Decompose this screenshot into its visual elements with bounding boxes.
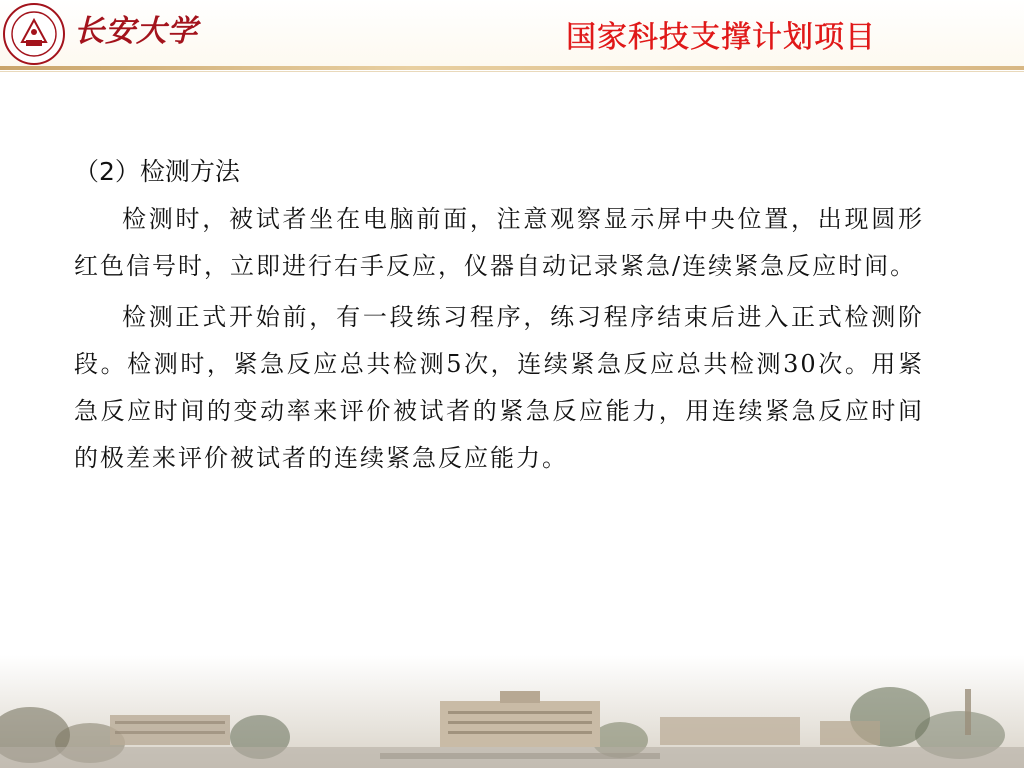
header-divider	[0, 66, 1024, 70]
body-paragraph: 检测时，被试者坐在电脑前面，注意观察显示屏中央位置，出现圆形红色信号时，立即进行右手反应，仪器自动记录紧急/连续紧急反应时间。	[74, 205, 924, 280]
campus-panorama-footer	[0, 655, 1024, 768]
slide-content	[74, 152, 924, 486]
university-seal-logo	[2, 2, 66, 66]
section-heading: （2）检测方法	[74, 157, 240, 186]
header-divider-thin	[0, 71, 1024, 72]
slide-header	[0, 0, 1024, 66]
body-paragraph: 检测正式开始前，有一段练习程序，练习程序结束后进入正式检测阶段。检测时，紧急反应总共检测5次，连续紧急反应总共检测30次。用紧急反应时间的变动率来评价被试者的紧急反应能力，用连续紧急反应时间的极差来评价被试者的连续紧急反应能力。	[74, 303, 924, 472]
university-name: 长安大学	[74, 14, 198, 49]
project-title: 国家科技支撑计划项目	[566, 20, 876, 55]
